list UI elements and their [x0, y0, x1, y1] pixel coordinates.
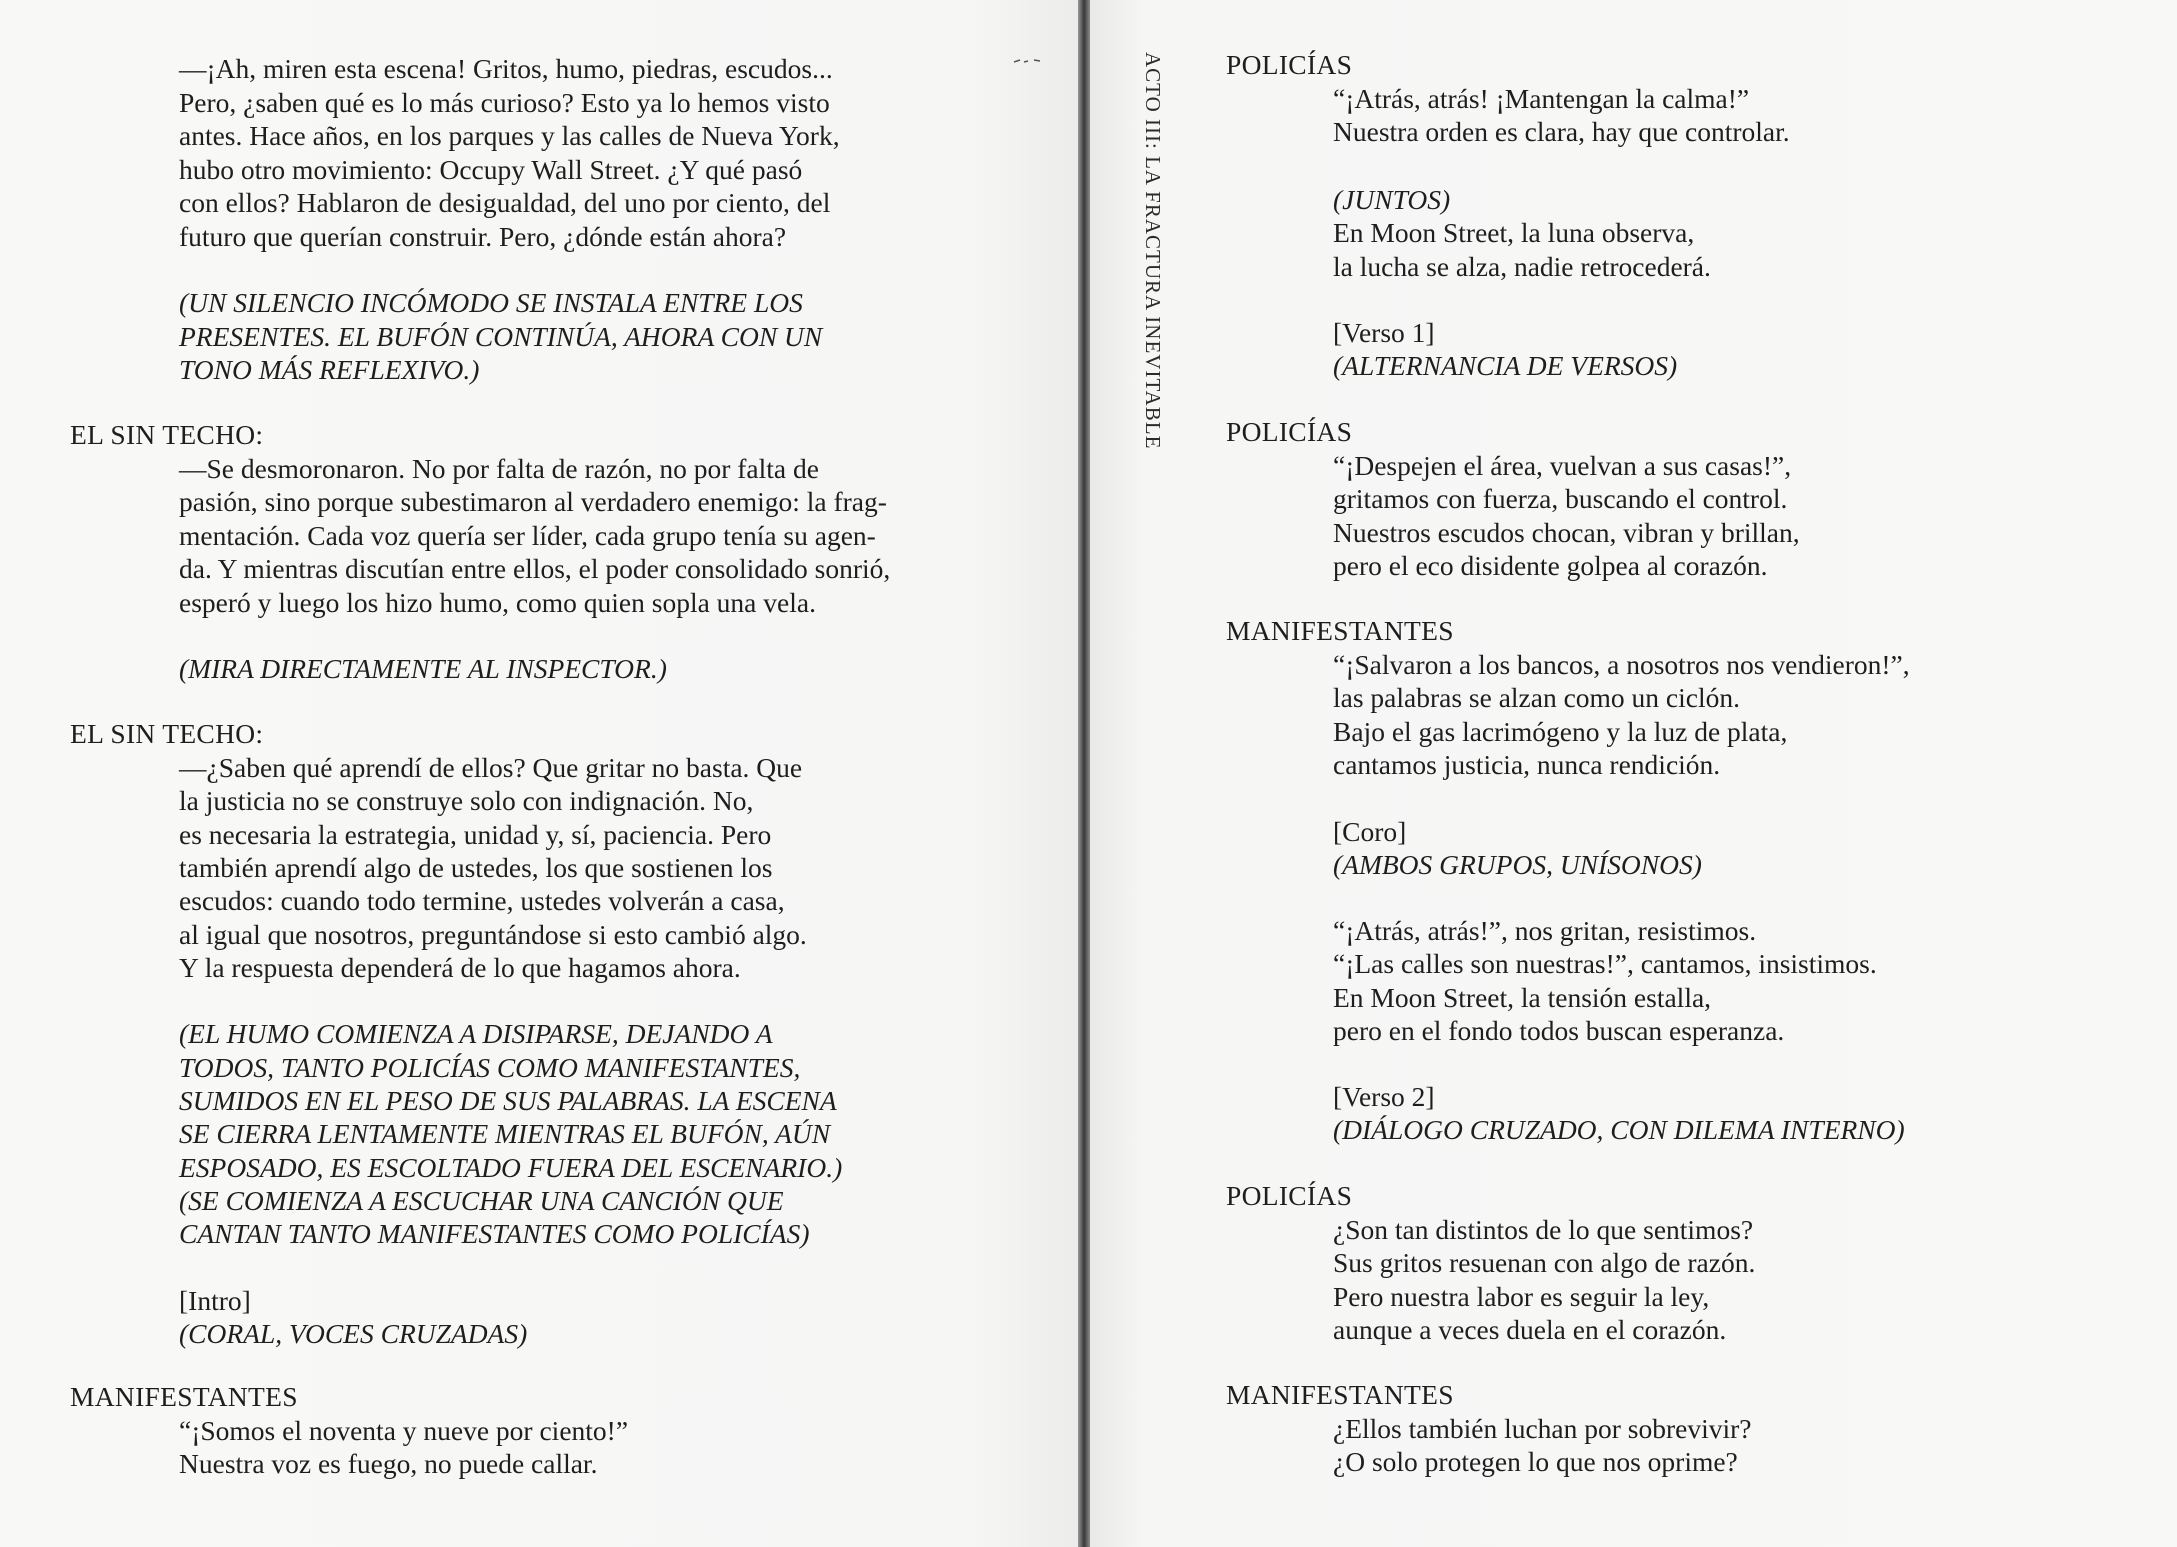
text-line: hubo otro movimiento: Occupy Wall Street. ¿Y qué pasó [179, 154, 803, 185]
speaker-name: POLICÍAS [1226, 1180, 1353, 1211]
text-line: SUMIDOS EN EL PESO DE SUS PALABRAS. LA ESCENA [179, 1085, 837, 1116]
text-line: pero en el fondo todos buscan esperanza. [1333, 1015, 1785, 1046]
right-page [1090, 0, 2177, 1547]
text-line: pero el eco disidente golpea al corazón. [1333, 550, 1768, 581]
text-line: ¿Ellos también luchan por sobrevivir? [1333, 1413, 1752, 1444]
text-line: da. Y mientras discutían entre ellos, el poder consolidado sonrió, [179, 553, 891, 584]
text-line: ¿O solo protegen lo que nos oprime? [1333, 1446, 1738, 1477]
text-line: (SE COMIENZA A ESCUCHAR UNA CANCIÓN QUE [179, 1185, 784, 1216]
text-line: Pero nuestra labor es seguir la ley, [1333, 1281, 1710, 1312]
stage-direction: (JUNTOS) [1333, 184, 1451, 215]
text-line: “¡Las calles son nuestras!”, cantamos, insistimos. [1333, 948, 1877, 979]
text-line: cantamos justicia, nunca rendición. [1333, 749, 1721, 780]
section-note: (ALTERNANCIA DE VERSOS) [1333, 350, 1678, 381]
section-label: [Intro] [179, 1285, 251, 1316]
text-line: gritamos con fuerza, buscando el control. [1333, 483, 1788, 514]
text-line: TODOS, TANTO POLICÍAS COMO MANIFESTANTES, [179, 1052, 801, 1083]
stage-direction: (MIRA DIRECTAMENTE AL INSPECTOR.) [179, 653, 667, 684]
text-line: ¿Son tan distintos de lo que sentimos? [1333, 1214, 1754, 1245]
section-note: (AMBOS GRUPOS, UNÍSONOS) [1333, 849, 1702, 880]
text-line: “¡Atrás, atrás!”, nos gritan, resistimos. [1333, 915, 1757, 946]
left-page [0, 0, 1078, 1547]
text-line: Pero, ¿saben qué es lo más curioso? Esto ya lo hemos visto [179, 87, 830, 118]
text-line: con ellos? Hablaron de desigualdad, del uno por ciento, del [179, 187, 831, 218]
text-line: Nuestra orden es clara, hay que controlar. [1333, 116, 1790, 147]
text-line: antes. Hace años, en los parques y las calles de Nueva York, [179, 120, 840, 151]
text-line: En Moon Street, la tensión estalla, [1333, 982, 1712, 1013]
speaker-name: POLICÍAS [1226, 49, 1353, 80]
text-line: Bajo el gas lacrimógeno y la luz de plata, [1333, 716, 1788, 747]
running-head: ACTO III: LA FRACTURA INEVITABLE [1141, 52, 1165, 450]
text-line: TONO MÁS REFLEXIVO.) [179, 354, 480, 385]
text-line: Nuestros escudos chocan, vibran y brillan, [1333, 517, 1800, 548]
text-line: (UN SILENCIO INCÓMODO SE INSTALA ENTRE LOS [179, 287, 803, 318]
text-line: aunque a veces duela en el corazón. [1333, 1314, 1727, 1345]
speaker-name: EL SIN TECHO: [70, 718, 264, 749]
text-line: ESPOSADO, ES ESCOLTADO FUERA DEL ESCENARIO.) [179, 1152, 843, 1183]
text-line: CANTAN TANTO MANIFESTANTES COMO POLICÍAS) [179, 1218, 810, 1249]
text-line: escudos: cuando todo termine, ustedes volverán a casa, [179, 885, 785, 916]
text-line: las palabras se alzan como un ciclón. [1333, 682, 1740, 713]
text-line: la lucha se alza, nadie retrocederá. [1333, 251, 1711, 282]
text-line: —¿Saben qué aprendí de ellos? Que gritar no basta. Que [179, 752, 803, 783]
text-line: esperó y luego los hizo humo, como quien sopla una vela. [179, 587, 816, 618]
text-line: —¡Ah, miren esta escena! Gritos, humo, piedras, escudos... [179, 53, 833, 84]
text-line: es necesaria la estrategia, unidad y, sí, paciencia. Pero [179, 819, 772, 850]
speaker-name: MANIFESTANTES [70, 1381, 298, 1412]
text-line: pasión, sino porque subestimaron al verdadero enemigo: la frag- [179, 486, 887, 517]
text-line: mentación. Cada voz quería ser líder, cada grupo tenía su agen- [179, 520, 876, 551]
page-mark-icon [1010, 52, 1050, 72]
section-label: [Verso 2] [1333, 1081, 1435, 1112]
text-line: futuro que querían construir. Pero, ¿dónde están ahora? [179, 221, 787, 252]
speaker-name: POLICÍAS [1226, 416, 1353, 447]
section-note: (CORAL, VOCES CRUZADAS) [179, 1318, 528, 1349]
text-line: Y la respuesta dependerá de lo que hagamos ahora. [179, 952, 741, 983]
speaker-name: MANIFESTANTES [1226, 615, 1454, 646]
text-line: “¡Despejen el área, vuelvan a sus casas!”, [1333, 450, 1792, 481]
section-note: (DIÁLOGO CRUZADO, CON DILEMA INTERNO) [1333, 1114, 1905, 1145]
text-line: Sus gritos resuenan con algo de razón. [1333, 1247, 1756, 1278]
text-line: (EL HUMO COMIENZA A DISIPARSE, DEJANDO A [179, 1018, 773, 1049]
text-line: SE CIERRA LENTAMENTE MIENTRAS EL BUFÓN, AÚN [179, 1118, 831, 1149]
text-line: la justicia no se construye solo con indignación. No, [179, 785, 754, 816]
text-line: “¡Salvaron a los bancos, a nosotros nos vendieron!”, [1333, 649, 1910, 680]
section-label: [Coro] [1333, 816, 1407, 847]
text-line: “¡Atrás, atrás! ¡Mantengan la calma!” [1333, 83, 1750, 114]
speaker-name: EL SIN TECHO: [70, 419, 264, 450]
section-label: [Verso 1] [1333, 317, 1435, 348]
text-line: En Moon Street, la luna observa, [1333, 217, 1695, 248]
text-line: “¡Somos el noventa y nueve por ciento!” [179, 1415, 629, 1446]
book-gutter [1078, 0, 1090, 1547]
text-line: Nuestra voz es fuego, no puede callar. [179, 1448, 598, 1479]
speaker-name: MANIFESTANTES [1226, 1379, 1454, 1410]
text-line: también aprendí algo de ustedes, los que sostienen los [179, 852, 773, 883]
text-line: PRESENTES. EL BUFÓN CONTINÚA, AHORA CON UN [179, 321, 823, 352]
text-line: al igual que nosotros, preguntándose si esto cambió algo. [179, 919, 807, 950]
text-line: —Se desmoronaron. No por falta de razón, no por falta de [179, 453, 819, 484]
